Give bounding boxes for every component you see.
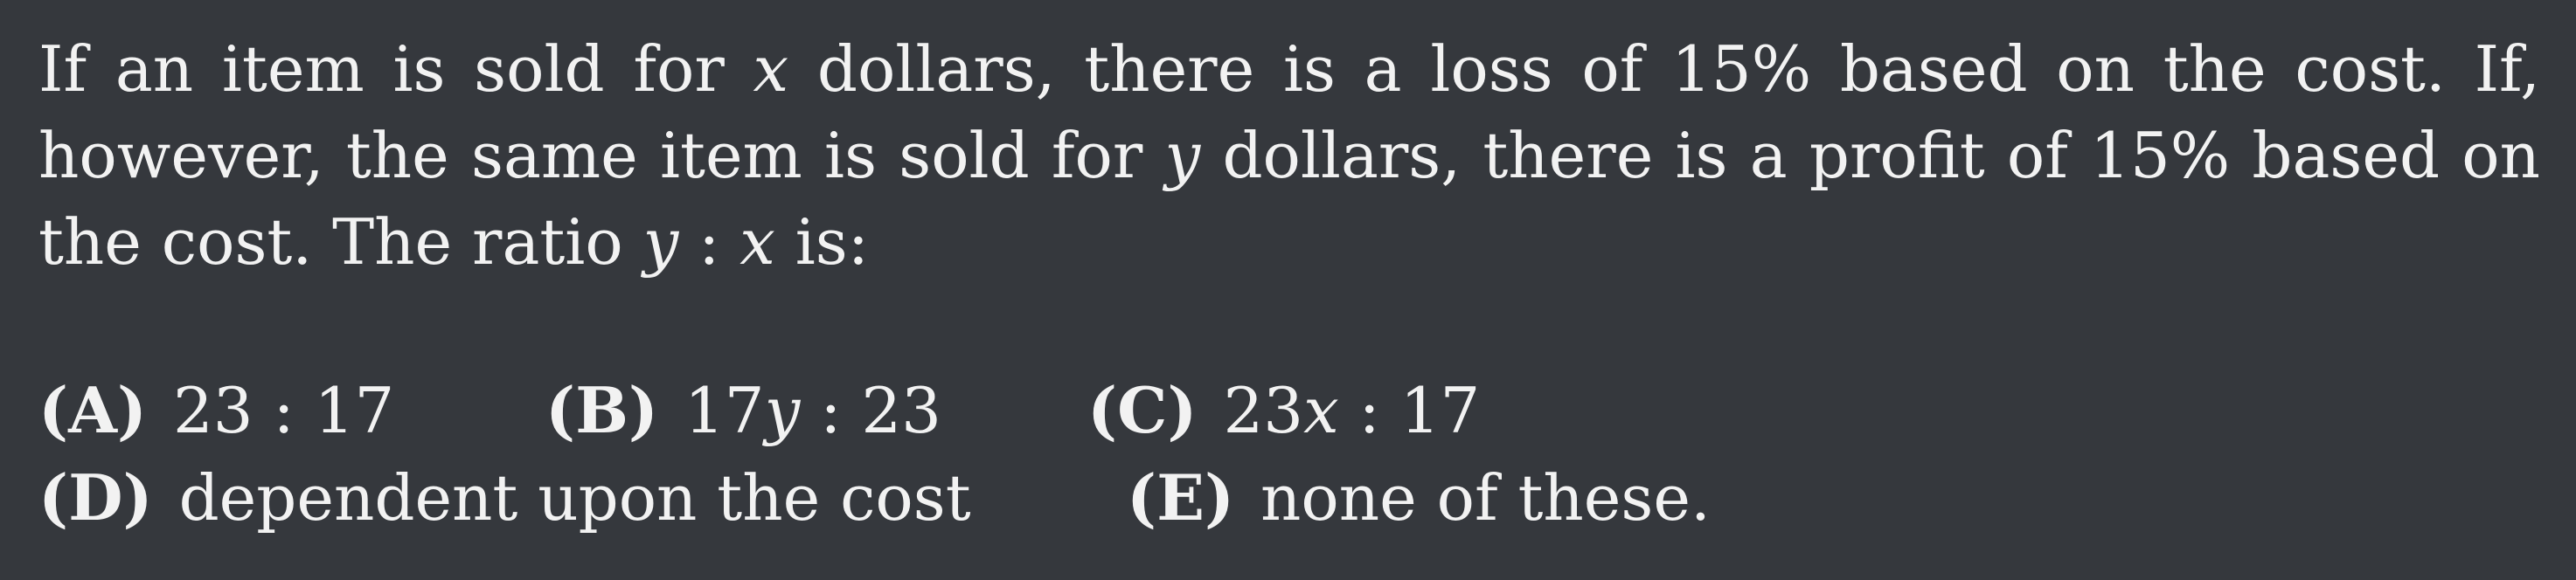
choice-d-label: (D)	[38, 460, 153, 535]
choice-a-text: 23 : 17	[173, 374, 395, 447]
ratio-separator: :	[678, 205, 740, 279]
ratio-x: x	[739, 205, 775, 279]
choice-b-ratio: : 23	[800, 374, 941, 447]
choice-c-variable: x	[1303, 374, 1339, 447]
choice-d-text: dependent upon the cost	[178, 461, 971, 535]
choice-c-text	[1223, 367, 1480, 454]
choice-b-text	[684, 367, 941, 454]
choice-d[interactable]	[38, 454, 1127, 542]
choice-row-2	[38, 454, 2540, 542]
question-part-1: If an item is sold for	[38, 32, 753, 106]
choice-a-label: (A)	[38, 373, 147, 447]
choice-row-1	[38, 367, 2540, 454]
choice-b-label: (B)	[545, 373, 658, 447]
question-part-4: is:	[774, 205, 870, 279]
choice-b-variable: y	[764, 374, 801, 447]
choice-c-ratio: : 17	[1338, 374, 1481, 447]
choice-a[interactable]	[38, 367, 545, 454]
choice-b-coefficient: 17	[684, 374, 765, 447]
choice-c[interactable]	[1087, 367, 1480, 454]
question-part-3: dollars, there is a profit of 15% based on the cost. The ratio	[38, 119, 2541, 279]
choice-c-label: (C)	[1087, 373, 1198, 447]
answer-choices	[38, 367, 2540, 542]
variable-x: x	[753, 32, 789, 106]
choice-e-label: (E)	[1127, 460, 1235, 535]
ratio-y: y	[642, 205, 679, 279]
variable-y: y	[1164, 119, 1201, 192]
question-part-2: dollars, there is a loss of 15% based on the cost. If, however, the same item is sold for	[38, 32, 2540, 192]
choice-c-coefficient: 23	[1223, 374, 1304, 447]
choice-b[interactable]	[545, 367, 1087, 454]
choice-e[interactable]	[1127, 454, 1711, 542]
question-text	[38, 26, 2540, 286]
choice-e-text: none of these.	[1260, 461, 1711, 535]
